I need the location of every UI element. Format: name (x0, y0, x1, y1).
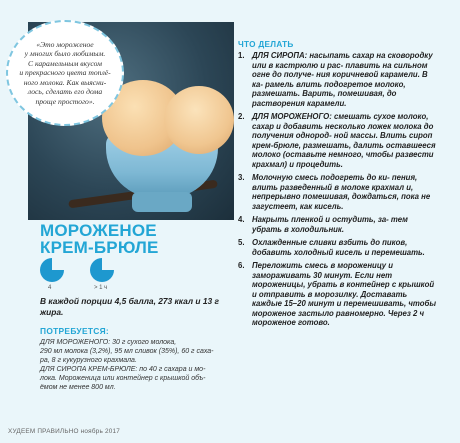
ingredient-line: лока. Мороженица или контейнер с крышкой объ- (40, 375, 206, 383)
ingredients-list (40, 338, 230, 393)
step-item (238, 173, 436, 211)
time-label: > 1 ч (94, 285, 108, 291)
ice-cream-scoop (164, 86, 234, 154)
step-text: Накрыть пленкой и остудить, за- тем убрать в холодильник. (252, 215, 408, 234)
step-number: 6. (238, 261, 245, 270)
ingredients-heading: ПОТРЕБУЕТСЯ: (40, 326, 110, 336)
title-line-1: МОРОЖЕНОЕ (40, 221, 157, 240)
serving-info: В каждой порции 4,5 балла, 273 ккал и 13 г жира. (40, 296, 219, 317)
step-item (238, 112, 436, 169)
bowl-foot-shape (132, 192, 192, 212)
portions-icon (40, 258, 64, 282)
quote-text: «Это мороженое у многих было любимым. С карамельным вкусом и прекрасного цвета топлё- ного молока. Как выясни- лось, сделать его дома проще простого». (19, 39, 111, 106)
step-number: 4. (238, 215, 245, 224)
step-number: 3. (238, 173, 245, 182)
step-item (238, 238, 436, 257)
step-number: 5. (238, 238, 245, 247)
ingredient-line: ёмом не менее 800 мл. (40, 384, 116, 392)
step-item (238, 215, 436, 234)
ingredient-line: ДЛЯ СИРОПА КРЕМ-БРЮЛЕ: по 40 г сахара и мо- (40, 366, 206, 374)
ingredient-line: ра, 8 г кукурузного крахмала. (40, 357, 137, 365)
step-number: 1. (238, 51, 245, 60)
step-text: ДЛЯ СИРОПА: насыпать сахар на сковородку или в кастрюлю и рас- плавить на сильном огне до получе- ния коричневой карамели. В ка- рамель влить подогретое молоко, размешать. Варить, помешивая, до растворения карамели. (252, 51, 433, 108)
instructions-list (238, 51, 436, 332)
time-icon (90, 258, 114, 282)
step-number: 2. (238, 112, 245, 121)
icon-labels (40, 285, 150, 295)
ingredient-line: ДЛЯ МОРОЖЕНОГО: 30 г сухого молока, (40, 339, 177, 346)
title-line-2: КРЕМ-БРЮЛЕ (40, 238, 159, 257)
instructions-heading: ЧТО ДЕЛАТЬ (238, 40, 294, 49)
recipe-title (40, 222, 240, 256)
step-item (238, 261, 436, 328)
step-item (238, 51, 436, 108)
step-text: Охлажденные сливки взбить до пиков, добавить холодный кисель и перемешать. (252, 238, 425, 257)
quote-bubble (6, 20, 124, 126)
step-text: ДЛЯ МОРОЖЕНОГО: смешать сухое молоко, сахар и добавить несколько ложек молока до получения однород- ной массы. Влить сироп крем-брюле, размешать, далить оставшееся молоко (оставьте немного, чтобы развести крахмал) и процедить. (252, 112, 436, 169)
recipe-icons (40, 258, 150, 286)
page-footer: ХУДЕЕМ ПРАВИЛЬНО ноябрь 2017 (8, 428, 120, 435)
step-text: Молочную смесь подогреть до ки- пения, влить разведенный в молоке крахмал и, непрерывно помешивая, дождаться, пока не загустеет, как кисель. (252, 173, 431, 211)
ingredient-line: 290 мл молока (3,2%), 95 мл сливок (35%), 60 г саха- (40, 348, 214, 356)
step-text: Переложить смесь в мороженицу и замораживать 30 минут. Если нет мороженицы, убрать в контейнер с крышкой и отправить в морозилку. Доставать каждые 15–20 минут и перемешивать, чтобы мороженое застыло равномерно. Через 2 ч мороженое готово. (252, 261, 437, 327)
portions-label: 4 (48, 285, 52, 291)
